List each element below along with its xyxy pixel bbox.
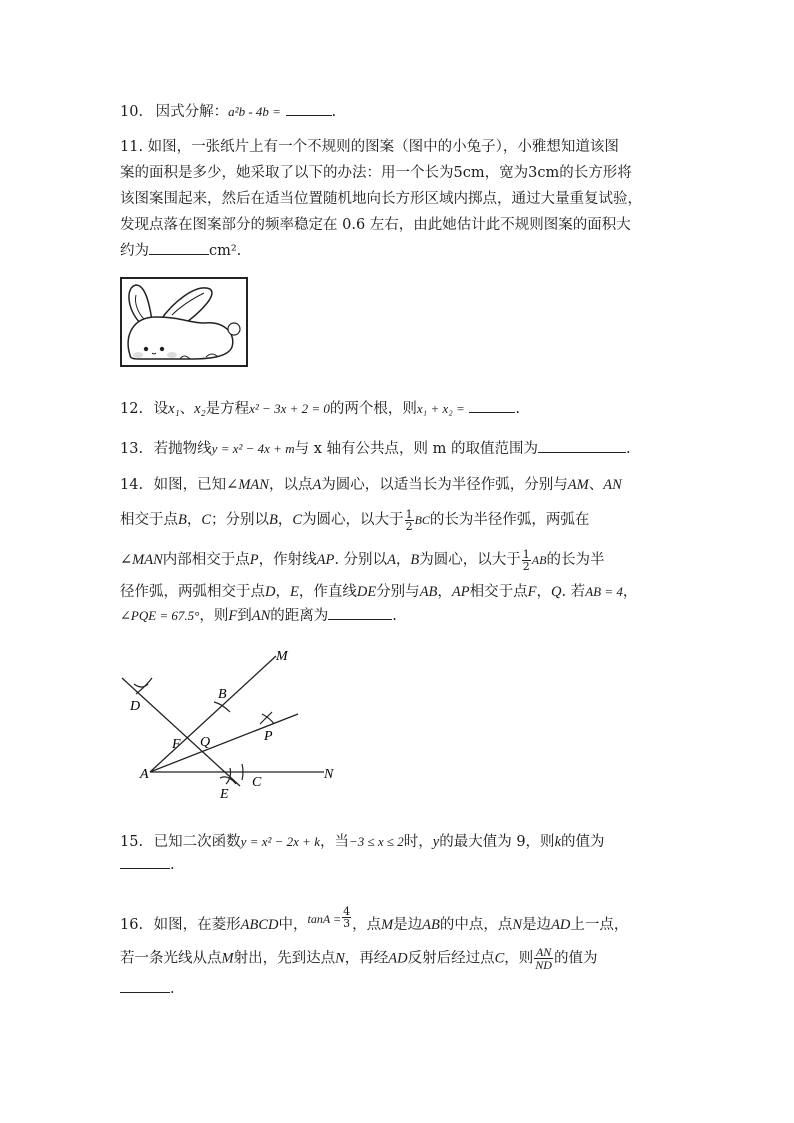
q14-b3: B bbox=[410, 552, 420, 568]
q15-text-c: 时， bbox=[403, 834, 433, 850]
q16-line2 bbox=[120, 946, 597, 971]
q14-b: B bbox=[178, 512, 187, 528]
q14-d: D bbox=[265, 584, 276, 600]
q14-an2: AN bbox=[251, 608, 271, 624]
q16-ab: AB bbox=[422, 917, 440, 933]
q14-half-num: 1 bbox=[405, 507, 413, 521]
q14-a: A bbox=[312, 477, 322, 493]
q15-range: −3 ≤ x ≤ 2 bbox=[348, 834, 404, 849]
q14-period: . bbox=[392, 608, 397, 624]
q16-m: M bbox=[381, 917, 394, 933]
q14-line4: 径作弧，两弧相交于点D，E，作直线DE分别与AB，AP相交于点F，Q. 若AB = 4， bbox=[120, 584, 638, 600]
q16-text-g: 上一点， bbox=[570, 917, 629, 933]
q15-answer-line bbox=[120, 856, 175, 873]
q12-answer-blank[interactable] bbox=[469, 400, 515, 413]
q13-text-b: 与 x 轴有公共点，则 m 的取值范围为 bbox=[294, 441, 538, 457]
question-12 bbox=[120, 397, 520, 418]
q16-ad2: AD bbox=[388, 950, 408, 967]
arc-p bbox=[260, 712, 272, 724]
q10-expression: a²b - 4b = bbox=[228, 104, 281, 119]
q16-n2: N bbox=[335, 950, 345, 967]
q14-sep: 、 bbox=[588, 477, 604, 493]
q14-number: 14. bbox=[120, 477, 144, 493]
q16-tan-fraction bbox=[342, 906, 351, 929]
q14-e: E bbox=[289, 584, 299, 600]
q12-text-b: 是方程 bbox=[205, 401, 250, 417]
q14-l2b: ；分别以 bbox=[211, 512, 270, 528]
q14-cond-angle: ∠PQE = 67.5° bbox=[120, 608, 200, 623]
q14-bc: BC bbox=[414, 513, 430, 527]
q10-text: 因式分解： bbox=[155, 104, 229, 120]
q16-answer-line bbox=[120, 980, 175, 997]
q14-de: DE bbox=[356, 584, 377, 600]
q14-l5c: 的距离为 bbox=[270, 608, 329, 624]
label-e: E bbox=[220, 787, 229, 802]
q14-l3f: 的长为半 bbox=[546, 552, 605, 568]
q16-number: 16. bbox=[120, 917, 144, 933]
q14-b2: B bbox=[269, 512, 278, 528]
q16-text-a: 如图，在菱形 bbox=[153, 917, 241, 933]
question-10 bbox=[120, 100, 336, 121]
q16-m2: M bbox=[221, 950, 234, 967]
q12-sep: 、 bbox=[179, 401, 195, 417]
q14-answer-blank[interactable] bbox=[328, 607, 392, 620]
q16-l2e: ，则 bbox=[504, 950, 534, 967]
q12-equation: x² − 3x + 2 = 0 bbox=[249, 401, 330, 416]
q11-line4: 发现点落在图案部分的频率稳定在 0.6 左右，由此她估计此不规则图案的面积大 bbox=[120, 217, 631, 233]
q14-an: AN bbox=[603, 477, 622, 493]
q11-unit: cm². bbox=[209, 243, 242, 259]
label-a: A bbox=[140, 767, 149, 782]
q16-ratio-num: AN bbox=[535, 945, 552, 959]
question-13 bbox=[120, 437, 631, 458]
q14-half-num-2: 1 bbox=[522, 547, 530, 561]
q14-half-fraction bbox=[405, 509, 414, 532]
label-p: P bbox=[264, 729, 273, 744]
q16-l2f: 的值为 bbox=[553, 950, 598, 967]
q14-ab2: AB bbox=[419, 584, 438, 600]
q14-line3: ∠MAN内部相交于点P，作射线AP. 分别以A，B为圆心，以大于 $\frac{1}{2}$ AB的长为半 bbox=[120, 547, 605, 573]
q14-half-fraction-2 bbox=[522, 549, 531, 572]
q15-k: k bbox=[554, 834, 561, 850]
q12-x1: x₁ bbox=[168, 401, 180, 417]
q14-angle-man: ∠MAN bbox=[226, 477, 269, 493]
label-b: B bbox=[218, 687, 227, 702]
q15-text-e: 的值为 bbox=[561, 834, 605, 850]
question-11 bbox=[120, 134, 680, 264]
q15-y: y bbox=[432, 834, 440, 850]
q14-ap2: AP bbox=[451, 584, 470, 600]
q16-n: N bbox=[512, 917, 523, 933]
q14-l3d: . 分别以 bbox=[334, 552, 388, 568]
q14-l2a: 相交于点 bbox=[120, 512, 178, 528]
q14-l4a: 径作弧，两弧相交于点 bbox=[120, 584, 265, 600]
q14-ab: AB bbox=[531, 553, 547, 567]
q16-ad: AD bbox=[551, 917, 571, 933]
q14-l4c: 分别与 bbox=[376, 584, 420, 600]
q14-am: AM bbox=[567, 477, 589, 493]
q14-l1c: 为圆心，以适当长为半径作弧，分别与 bbox=[321, 477, 568, 493]
q14-f2: F bbox=[228, 608, 238, 624]
q16-abcd: ABCD bbox=[240, 917, 279, 933]
q14-c2: C bbox=[292, 512, 303, 528]
q16-tan: tanA = bbox=[307, 912, 342, 926]
q14-l4d: 相交于点 bbox=[469, 584, 528, 600]
q11-line2: 案的面积是多少，她采取了以下的办法：用一个长为5cm，宽为3cm的长方形将 bbox=[120, 165, 632, 181]
q16-l2c: ，再经 bbox=[344, 950, 389, 967]
q15-text-a: 已知二次函数 bbox=[153, 834, 241, 850]
q14-l4b: ，作直线 bbox=[298, 584, 357, 600]
q12-period: . bbox=[515, 401, 520, 417]
question-15 bbox=[120, 830, 605, 851]
q16-c: C bbox=[494, 950, 505, 967]
q12-number: 12. bbox=[120, 401, 144, 417]
q12-sum: x₁ + x₂ = bbox=[416, 401, 465, 416]
q14-l1a: 如图，已知 bbox=[153, 477, 227, 493]
q14-angle-man-2: ∠MAN bbox=[120, 552, 163, 568]
q11-line3: 该图案围起来，然后在适当位置随机地向长方形区域内掷点，通过大量重复试验， bbox=[120, 191, 642, 207]
q14-l5a: ，则 bbox=[199, 608, 229, 624]
q13-text-a: 若抛物线 bbox=[153, 441, 212, 457]
q16-text-b: 中， bbox=[278, 917, 308, 933]
q14-line2: 相交于点B，C；分别以B，C为圆心，以大于 $\frac{1}{2}$ BC的长为半径作弧，两弧在 bbox=[120, 507, 590, 533]
q16-l2a: 若一条光线从点 bbox=[120, 950, 222, 967]
label-m: M bbox=[276, 649, 288, 664]
q13-equation: y = x² − 4x + m bbox=[211, 441, 295, 456]
label-f: F bbox=[172, 737, 181, 752]
q14-half-den-2: 2 bbox=[522, 559, 530, 573]
q14-half-den: 2 bbox=[405, 519, 413, 533]
label-c: C bbox=[252, 775, 262, 790]
q14-f: F bbox=[527, 584, 537, 600]
label-n: N bbox=[324, 767, 334, 782]
q10-answer-blank[interactable] bbox=[286, 103, 332, 116]
q13-number: 13. bbox=[120, 441, 144, 457]
q12-x2: x₂ bbox=[194, 401, 206, 417]
q15-number: 15. bbox=[120, 834, 144, 850]
q10-period: . bbox=[331, 104, 337, 120]
q14-q: Q bbox=[550, 584, 562, 600]
q14-l3b: 内部相交于点 bbox=[162, 552, 250, 568]
q14-comma: ， bbox=[186, 512, 202, 528]
ray-am bbox=[150, 656, 276, 772]
q11-number: 11. bbox=[120, 139, 144, 155]
q14-l5b: 到 bbox=[237, 608, 252, 624]
q13-answer-blank[interactable] bbox=[538, 440, 626, 453]
q14-ap: AP bbox=[316, 552, 335, 568]
question-16 bbox=[120, 906, 628, 934]
q16-period: . bbox=[170, 981, 175, 997]
q14-l2c: 为圆心，以大于 bbox=[302, 512, 404, 528]
q15-text-d: 的最大值为 9，则 bbox=[439, 834, 555, 850]
q16-answer-blank[interactable] bbox=[120, 980, 170, 993]
label-q: Q bbox=[200, 735, 211, 750]
q14-line1 bbox=[120, 473, 622, 494]
q11-line1: 如图，一张纸片上有一个不规则的图案（图中的小兔子），小雅想知道该图 bbox=[147, 139, 619, 155]
q16-ratio-fraction bbox=[534, 946, 553, 971]
q14-a2: A bbox=[387, 552, 396, 568]
q16-text-f: 是边 bbox=[522, 917, 552, 933]
q14-c: C bbox=[201, 512, 212, 528]
label-d: D bbox=[130, 699, 141, 714]
q15-period: . bbox=[170, 857, 175, 873]
q15-equation: y = x² − 2x + k bbox=[240, 834, 320, 849]
q16-tan-den: 3 bbox=[343, 917, 351, 930]
q16-text-c: ，点 bbox=[352, 917, 382, 933]
q14-figure bbox=[110, 640, 350, 810]
q15-text-b: ，当 bbox=[319, 834, 349, 850]
q14-l2d: 的长为半径作弧，两弧在 bbox=[429, 512, 590, 528]
q14-l3e: 为圆心，以大于 bbox=[419, 552, 521, 568]
bunny-image bbox=[120, 277, 248, 367]
q14-l1b: ，以点 bbox=[268, 477, 313, 493]
q13-period: . bbox=[625, 441, 631, 457]
q14-l4e: . 若 bbox=[561, 584, 586, 600]
q14-line5 bbox=[120, 604, 397, 625]
q11-answer-blank[interactable] bbox=[149, 242, 209, 255]
q12-text-a: 设 bbox=[153, 401, 169, 417]
q10-number: 10. bbox=[120, 104, 144, 120]
q16-text-e: 的中点，点 bbox=[439, 917, 513, 933]
q15-answer-blank[interactable] bbox=[120, 856, 170, 869]
q14-l3c: ，作射线 bbox=[258, 552, 317, 568]
q16-l2b: 射出，先到达点 bbox=[233, 950, 336, 967]
q16-l2d: 反射后经过点 bbox=[407, 950, 495, 967]
q14-cond-ab: AB = 4 bbox=[585, 584, 623, 599]
q16-tan-num: 4 bbox=[343, 905, 351, 918]
q16-ratio-den: ND bbox=[535, 958, 552, 972]
q14-p: P bbox=[249, 552, 259, 568]
q12-text-c: 的两个根，则 bbox=[329, 401, 417, 417]
q16-text-d: 是边 bbox=[393, 917, 423, 933]
q11-line5a: 约为 bbox=[120, 243, 149, 259]
